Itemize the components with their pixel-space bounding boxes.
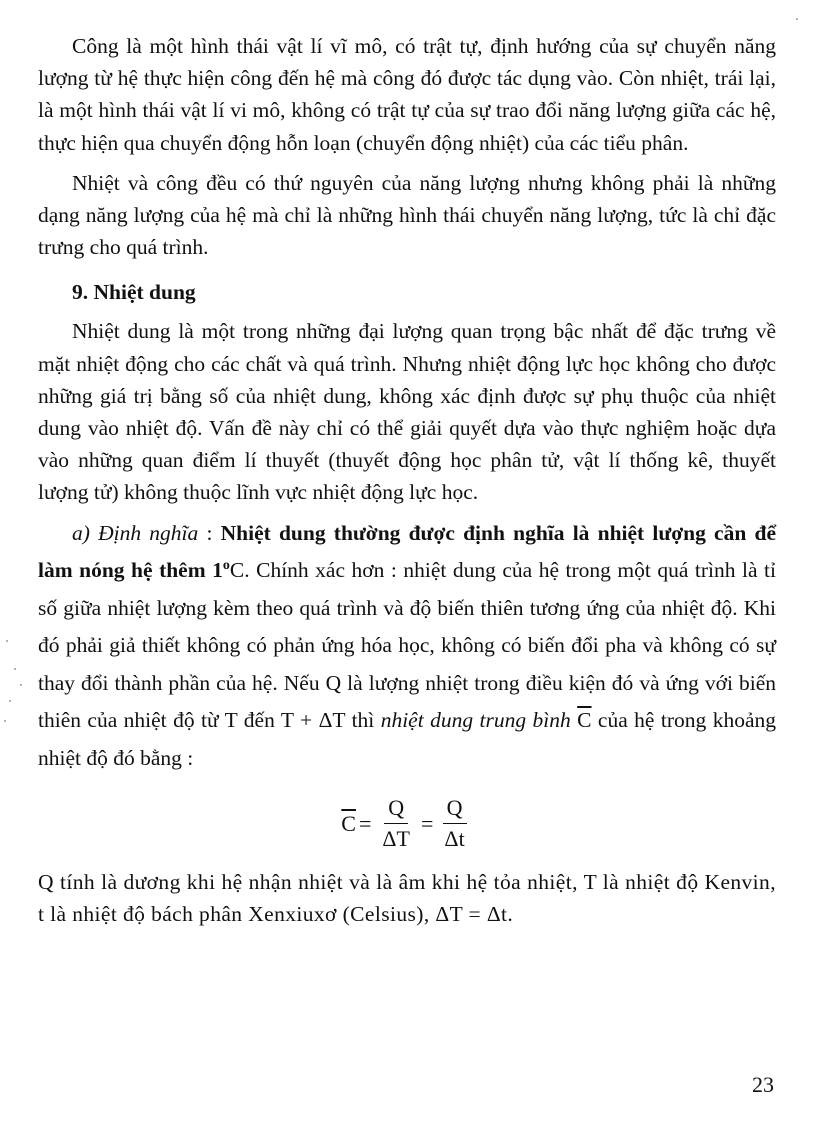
definition-text-end: của hệ trong khoảng nhiệt độ đó bằng : xyxy=(38,708,776,770)
fraction-numerator: Q xyxy=(384,795,408,824)
paragraph-heat-work-dimension: Nhiệt và công đều có thứ nguyên của năng lượng nhưng không phải là những dạng năng lượng của hệ mà chỉ là những hình thái chuyển năng lượng, tức là chỉ đặc trưng cho quá trình. xyxy=(38,170,776,260)
paragraph-work-heat: Công là một hình thái vật lí vĩ mô, có trật tự, định hướng của sự chuyển năng lượng từ hệ thực hiện công đến hệ mà công đó được tác dụng vào. Còn nhiệt, trái lại, là một hình thái vật lí vi mô, không có trật tự của sự trao đổi năng lượng giữa các hệ, thực hiện qua chuyển động hỗn loạn (chuyển động nhiệt) của các tiểu phân. xyxy=(38,34,776,155)
fraction-q-over-delta-T xyxy=(378,795,414,852)
definition-text-bold: Nhiệt dung thường được định nghĩa là nhiệt lượng cần để làm nóng hệ thêm 1 xyxy=(38,520,776,583)
formula-equals-2: = xyxy=(421,810,434,836)
fraction-denominator: ΔT xyxy=(382,826,410,852)
scan-speck xyxy=(796,18,798,20)
section-heading: 9. Nhiệt dung xyxy=(72,280,196,305)
definition-separator: : xyxy=(198,520,221,545)
definition-label: a) Định nghĩa xyxy=(72,520,199,545)
paragraph-definition xyxy=(38,515,776,778)
mean-c-symbol: $\overline{C}$ xyxy=(577,708,592,733)
paragraph-heat-capacity-intro: Nhiệt dung là một trong những đại lượng quan trọng bậc nhất để đặc trưng về mặt nhiệt động cho các chất và quá trình. Nhưng nhiệt động lực học không cho được những giá trị bằng số của nhiệt dung, không xác định được sự phụ thuộc của nhiệt dung vào nhiệt độ. Vấn đề này chỉ có thể giải quyết dựa vào thực nghiệm hoặc dựa vào những quan điểm lí thuyết (thuyết động học phân tử, vật lí thống kê, thuyết lượng tử) không thuộc lĩnh vực nhiệt động lực học. xyxy=(38,319,776,505)
fraction-q-over-delta-t xyxy=(440,795,468,852)
average-heat-capacity-formula xyxy=(38,795,776,852)
formula-lhs: $\overline{C}$ xyxy=(341,810,356,836)
scan-speck xyxy=(9,700,11,702)
fraction-denominator: Δt xyxy=(444,826,465,852)
fraction-numerator: Q xyxy=(443,795,467,824)
page-number: 23 xyxy=(752,1072,774,1097)
page-body xyxy=(38,30,776,931)
scan-speck xyxy=(14,668,16,670)
scan-speck xyxy=(4,720,6,722)
definition-text-main: C. Chính xác hơn : nhiệt dung của hệ trong một quá trình là tỉ số giữa nhiệt lượng kèm theo quá trình và độ biến thiên tương ứng của nhiệt độ. Khi đó phải giả thiết không có phản ứng hóa học, không có biến đổi pha và không có sự thay đổi thành phần của hệ. Nếu Q là lượng nhiệt trong điều kiện đó và ứng với biến thiên của nhiệt độ từ T đến T + ΔT thì xyxy=(38,558,776,733)
degree-superscript: o xyxy=(222,557,230,573)
paragraph-sign-convention: Q tính là dương khi hệ nhận nhiệt và là âm khi hệ tỏa nhiệt, T là nhiệt độ Kenvin, t là nhiệt độ bách phân Xenxiuxơ (Celsius), ΔT = Δt. xyxy=(38,870,776,927)
average-heat-capacity-term: nhiệt dung trung bình xyxy=(380,708,571,733)
scan-speck xyxy=(20,684,22,686)
formula-equals-1: = xyxy=(358,810,372,836)
scan-speck xyxy=(6,640,8,642)
